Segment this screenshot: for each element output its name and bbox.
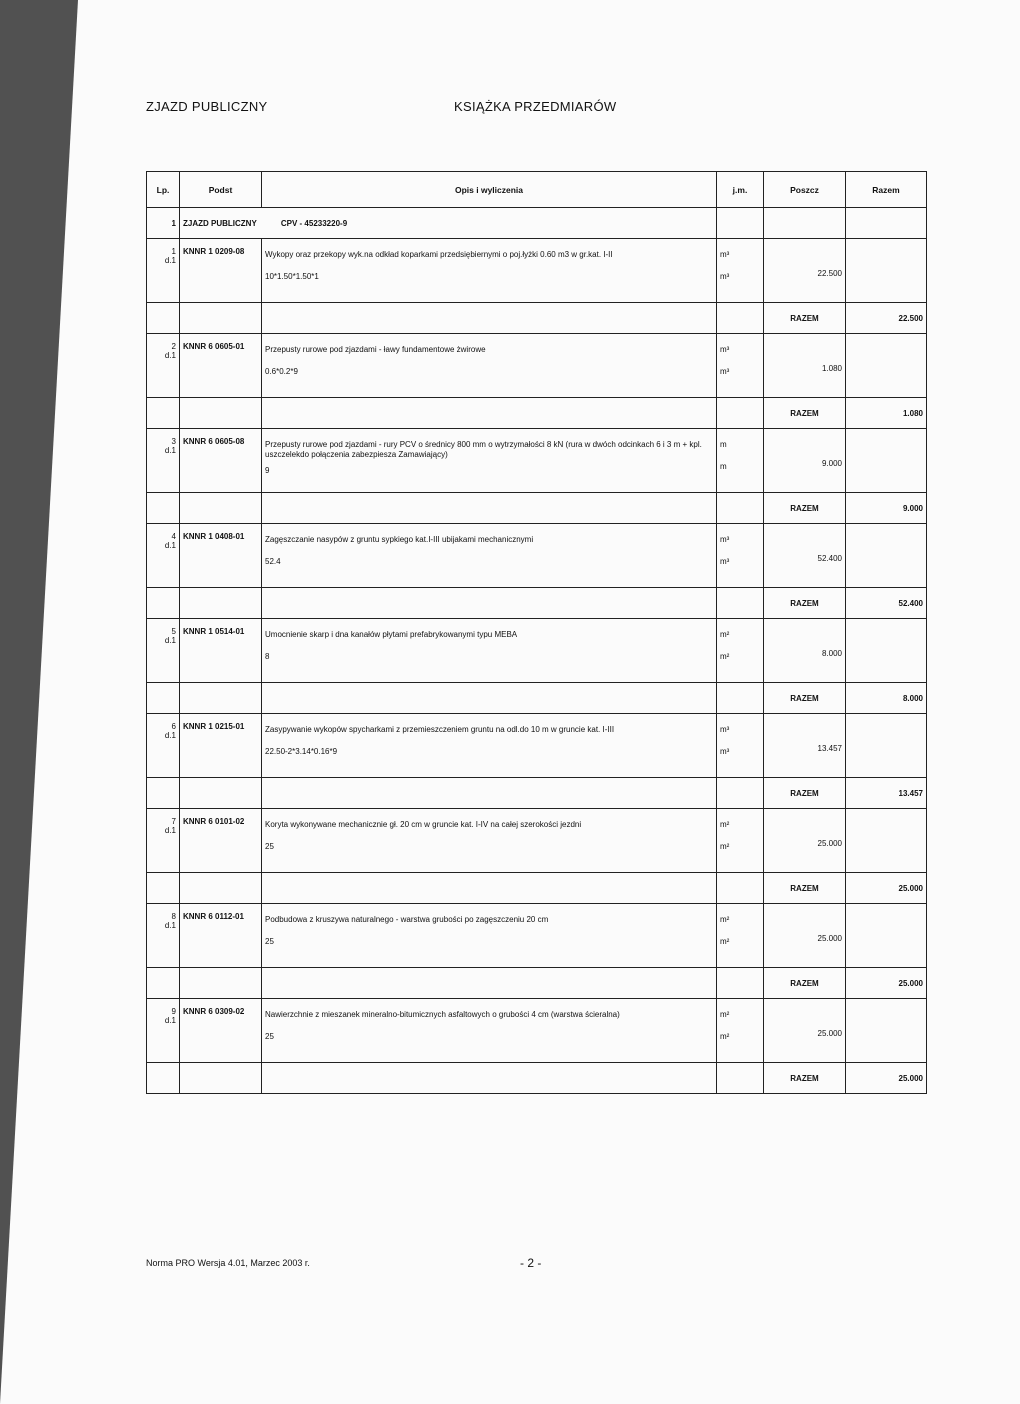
calculation: 25 xyxy=(265,1032,274,1041)
cell-jm xyxy=(717,904,764,968)
sum-value: 8.000 xyxy=(846,683,927,714)
sum-value: 52.400 xyxy=(846,588,927,619)
unit: m xyxy=(720,440,727,449)
sum-value: 25.000 xyxy=(846,968,927,999)
cell-opis xyxy=(262,429,717,493)
sum-label: RAZEM xyxy=(764,303,846,334)
calculation: 52.4 xyxy=(265,557,281,566)
table-row xyxy=(147,239,927,303)
cell-jm xyxy=(717,429,764,493)
sum-empty xyxy=(717,873,764,904)
sum-empty xyxy=(717,493,764,524)
calculation: 25 xyxy=(265,937,274,946)
cell-poszcz xyxy=(764,809,846,873)
cell-lp xyxy=(147,619,180,683)
lp-sub: d.1 xyxy=(164,731,176,740)
cell-jm xyxy=(717,714,764,778)
description: Podbudowa z kruszywa naturalnego - warstwa grubości po zagęszczeniu 20 cm xyxy=(265,915,549,924)
sum-empty xyxy=(180,303,262,334)
cell-opis xyxy=(262,239,717,303)
unit: m³ xyxy=(720,345,730,354)
sum-empty xyxy=(262,1063,717,1094)
cell-poszcz xyxy=(764,524,846,588)
footer-software-version: Norma PRO Wersja 4.01, Marzec 2003 r. xyxy=(146,1258,310,1268)
sum-label: RAZEM xyxy=(764,683,846,714)
sum-row xyxy=(147,588,927,619)
sum-value: 1.080 xyxy=(846,398,927,429)
calculation: 9 xyxy=(265,466,270,475)
unit-calc: m xyxy=(720,462,727,471)
title-text xyxy=(180,208,717,239)
cell-podst: KNNR 6 0605-08 xyxy=(180,429,262,493)
cell-lp xyxy=(147,999,180,1063)
sum-value: 22.500 xyxy=(846,303,927,334)
cell-razem xyxy=(846,809,927,873)
table-row xyxy=(147,334,927,398)
description: Zasypywanie wykopów spycharkami z przemieszczeniem gruntu na odl.do 10 m w gruncie kat. I-III xyxy=(265,725,615,734)
unit: m² xyxy=(720,915,730,924)
cell-podst: KNNR 6 0605-01 xyxy=(180,334,262,398)
cell-podst: KNNR 6 0112-01 xyxy=(180,904,262,968)
cell-opis xyxy=(262,999,717,1063)
sum-empty xyxy=(147,398,180,429)
sum-empty xyxy=(147,303,180,334)
unit-calc: m³ xyxy=(720,272,730,281)
cell-jm xyxy=(717,334,764,398)
cell-lp xyxy=(147,904,180,968)
sum-empty xyxy=(262,968,717,999)
sum-label: RAZEM xyxy=(764,778,846,809)
cell-jm xyxy=(717,809,764,873)
cell-lp xyxy=(147,524,180,588)
unit: m³ xyxy=(720,250,730,259)
calculation: 10*1.50*1.50*1 xyxy=(265,272,319,281)
sum-label: RAZEM xyxy=(764,1063,846,1094)
col-header-opis: Opis i wyliczenia xyxy=(262,172,717,208)
description: Przepusty rurowe pod zjazdami - ławy fundamentowe żwirowe xyxy=(265,345,486,354)
cell-poszcz xyxy=(764,999,846,1063)
sum-row xyxy=(147,493,927,524)
title-razem xyxy=(846,208,927,239)
cell-opis xyxy=(262,714,717,778)
unit: m³ xyxy=(720,725,730,734)
sum-row xyxy=(147,683,927,714)
description: Zagęszczanie nasypów z gruntu sypkiego kat.I-III ubijakami mechanicznymi xyxy=(265,535,534,544)
title-lp: 1 xyxy=(147,208,180,239)
sum-empty xyxy=(180,968,262,999)
cell-poszcz xyxy=(764,239,846,303)
sum-empty xyxy=(180,683,262,714)
cell-razem xyxy=(846,999,927,1063)
calculation: 8 xyxy=(265,652,270,661)
sum-empty xyxy=(262,398,717,429)
sum-empty xyxy=(180,1063,262,1094)
description: Umocnienie skarp i dna kanałów płytami prefabrykowanymi typu MEBA xyxy=(265,630,518,639)
lp-sub: d.1 xyxy=(164,256,176,265)
sum-empty xyxy=(717,778,764,809)
table-row xyxy=(147,619,927,683)
sum-row xyxy=(147,1063,927,1094)
sum-empty xyxy=(262,493,717,524)
table-row xyxy=(147,999,927,1063)
sum-label: RAZEM xyxy=(764,968,846,999)
sum-empty xyxy=(262,588,717,619)
cell-opis xyxy=(262,619,717,683)
scan-shadow xyxy=(0,0,78,1404)
calculation: 0.6*0.2*9 xyxy=(265,367,298,376)
description: Koryta wykonywane mechanicznie gł. 20 cm w gruncie kat. I-IV na całej szerokości jezdni xyxy=(265,820,582,829)
title-poszcz xyxy=(764,208,846,239)
col-header-podst: Podst xyxy=(180,172,262,208)
sum-row xyxy=(147,873,927,904)
table-row xyxy=(147,524,927,588)
lp-sub: d.1 xyxy=(164,541,176,550)
header-document-title: KSIĄŻKA PRZEDMIARÓW xyxy=(454,99,617,114)
partial-value: 8.000 xyxy=(821,649,842,658)
unit-calc: m³ xyxy=(720,367,730,376)
description: Nawierzchnie z mieszanek mineralno-bitumicznych asfaltowych o grubości 4 cm (warstwa ścieralna) xyxy=(265,1010,620,1019)
lp-number: 6 xyxy=(171,722,176,731)
col-header-lp: Lp. xyxy=(147,172,180,208)
calculation: 22.50-2*3.14*0.16*9 xyxy=(265,747,338,756)
cell-poszcz xyxy=(764,334,846,398)
sum-empty xyxy=(717,968,764,999)
cell-poszcz xyxy=(764,714,846,778)
cell-podst: KNNR 1 0215-01 xyxy=(180,714,262,778)
partial-value: 25.000 xyxy=(817,1029,842,1038)
unit-calc: m² xyxy=(720,652,730,661)
sum-value: 25.000 xyxy=(846,1063,927,1094)
lp-sub: d.1 xyxy=(164,921,176,930)
sum-empty xyxy=(717,1063,764,1094)
lp-sub: d.1 xyxy=(164,446,176,455)
table-row xyxy=(147,809,927,873)
cell-razem xyxy=(846,239,927,303)
cell-opis xyxy=(262,334,717,398)
lp-number: 7 xyxy=(171,817,176,826)
title-jm xyxy=(717,208,764,239)
sum-empty xyxy=(147,1063,180,1094)
partial-value: 9.000 xyxy=(821,459,842,468)
unit: m³ xyxy=(720,535,730,544)
sum-empty xyxy=(147,873,180,904)
header-project-name: ZJAZD PUBLICZNY xyxy=(146,99,268,114)
sum-empty xyxy=(717,303,764,334)
sum-empty xyxy=(262,683,717,714)
partial-value: 1.080 xyxy=(821,364,842,373)
cell-lp xyxy=(147,239,180,303)
sum-value: 9.000 xyxy=(846,493,927,524)
cell-podst: KNNR 1 0408-01 xyxy=(180,524,262,588)
calculation: 25 xyxy=(265,842,274,851)
description: Wykopy oraz przekopy wyk.na odkład koparkami przedsiębiernymi o poj.łyżki 0.60 m3 w gr.kat. I-II xyxy=(265,250,613,259)
unit: m² xyxy=(720,820,730,829)
sum-empty xyxy=(717,588,764,619)
lp-number: 4 xyxy=(171,532,176,541)
sum-empty xyxy=(717,398,764,429)
cell-podst: KNNR 6 0101-02 xyxy=(180,809,262,873)
sum-empty xyxy=(147,493,180,524)
page-number: - 2 - xyxy=(520,1256,542,1270)
col-header-poszcz: Poszcz xyxy=(764,172,846,208)
unit: m² xyxy=(720,1010,730,1019)
lp-number: 3 xyxy=(171,437,176,446)
cell-poszcz xyxy=(764,904,846,968)
cell-razem xyxy=(846,429,927,493)
sum-empty xyxy=(180,588,262,619)
sum-row xyxy=(147,778,927,809)
sum-empty xyxy=(717,683,764,714)
sum-row xyxy=(147,968,927,999)
lp-number: 8 xyxy=(171,912,176,921)
unit-calc: m² xyxy=(720,842,730,851)
sum-row xyxy=(147,398,927,429)
sum-empty xyxy=(262,778,717,809)
sum-empty xyxy=(180,778,262,809)
partial-value: 25.000 xyxy=(817,934,842,943)
sum-label: RAZEM xyxy=(764,588,846,619)
sum-value: 13.457 xyxy=(846,778,927,809)
lp-sub: d.1 xyxy=(164,1016,176,1025)
cell-lp xyxy=(147,809,180,873)
title-cpv: CPV - 45233220-9 xyxy=(280,218,348,228)
sum-empty xyxy=(147,683,180,714)
lp-sub: d.1 xyxy=(164,826,176,835)
sum-row xyxy=(147,303,927,334)
partial-value: 52.400 xyxy=(817,554,842,563)
sum-value: 25.000 xyxy=(846,873,927,904)
cell-jm xyxy=(717,239,764,303)
lp-number: 5 xyxy=(171,627,176,636)
cell-podst: KNNR 1 0209-08 xyxy=(180,239,262,303)
cell-podst: KNNR 1 0514-01 xyxy=(180,619,262,683)
lp-sub: d.1 xyxy=(164,636,176,645)
table-header-row xyxy=(147,172,927,208)
cell-opis xyxy=(262,809,717,873)
sum-label: RAZEM xyxy=(764,398,846,429)
cell-poszcz xyxy=(764,429,846,493)
col-header-jm: j.m. xyxy=(717,172,764,208)
cell-lp xyxy=(147,334,180,398)
cell-opis xyxy=(262,524,717,588)
sum-empty xyxy=(262,873,717,904)
cell-razem xyxy=(846,334,927,398)
cell-lp xyxy=(147,429,180,493)
title-podst: ZJAZD PUBLICZNY xyxy=(183,218,257,228)
unit-calc: m³ xyxy=(720,747,730,756)
lp-number: 9 xyxy=(171,1007,176,1016)
cell-podst: KNNR 6 0309-02 xyxy=(180,999,262,1063)
cell-opis xyxy=(262,904,717,968)
col-header-razem: Razem xyxy=(846,172,927,208)
unit-calc: m² xyxy=(720,937,730,946)
cell-razem xyxy=(846,619,927,683)
cell-razem xyxy=(846,524,927,588)
sum-empty xyxy=(147,968,180,999)
table-row xyxy=(147,429,927,493)
table-row xyxy=(147,904,927,968)
sum-empty xyxy=(262,303,717,334)
cell-lp xyxy=(147,714,180,778)
cell-jm xyxy=(717,999,764,1063)
unit: m² xyxy=(720,630,730,639)
cell-poszcz xyxy=(764,619,846,683)
lp-number: 1 xyxy=(171,247,176,256)
bill-of-quantities-table xyxy=(146,171,927,1094)
partial-value: 13.457 xyxy=(817,744,842,753)
lp-sub: d.1 xyxy=(164,351,176,360)
unit-calc: m² xyxy=(720,1032,730,1041)
description: Przepusty rurowe pod zjazdami - rury PCV o średnicy 800 mm o wytrzymałości 8 kN (rura w dwóch odcinkach 6 i 3 m + kpl. uszczelekdo połączenia zabezpiesza Zamawiający) xyxy=(265,440,702,459)
sum-empty xyxy=(147,588,180,619)
sum-empty xyxy=(180,873,262,904)
cell-jm xyxy=(717,619,764,683)
partial-value: 22.500 xyxy=(817,269,842,278)
sum-label: RAZEM xyxy=(764,493,846,524)
sum-empty xyxy=(180,493,262,524)
cell-jm xyxy=(717,524,764,588)
title-row xyxy=(147,208,927,239)
cell-razem xyxy=(846,714,927,778)
cell-razem xyxy=(846,904,927,968)
sum-empty xyxy=(180,398,262,429)
partial-value: 25.000 xyxy=(817,839,842,848)
lp-number: 2 xyxy=(171,342,176,351)
sum-label: RAZEM xyxy=(764,873,846,904)
unit-calc: m³ xyxy=(720,557,730,566)
sum-empty xyxy=(147,778,180,809)
table-row xyxy=(147,714,927,778)
